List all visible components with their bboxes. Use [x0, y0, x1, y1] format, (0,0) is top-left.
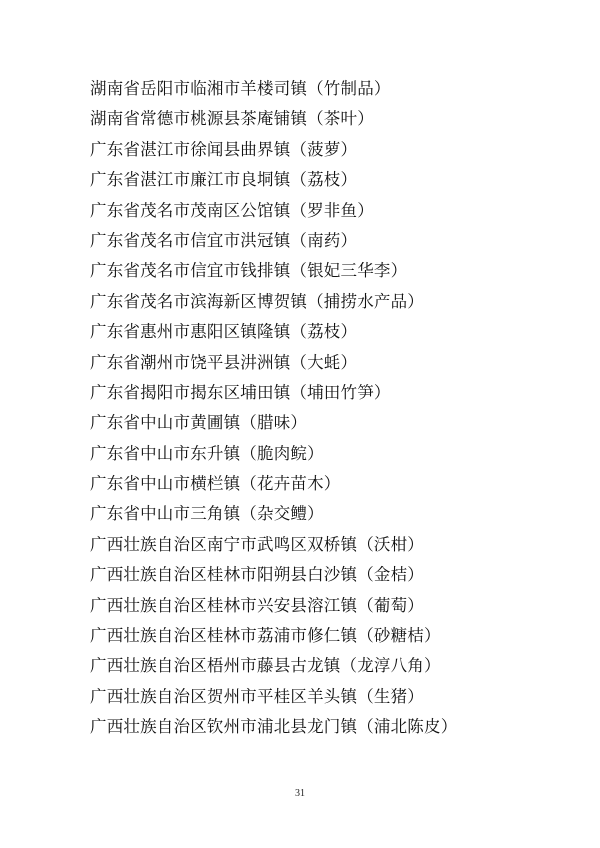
list-item: 广西壮族自治区桂林市荔浦市修仁镇（砂糖桔） — [90, 626, 441, 646]
list-item: 广西壮族自治区桂林市兴安县溶江镇（葡萄） — [90, 595, 424, 615]
list-item: 广东省湛江市廉江市良垌镇（荔枝） — [90, 170, 358, 190]
list-item: 广西壮族自治区南宁市武鸣区双桥镇（沃柑） — [90, 534, 424, 554]
list-item: 广东省茂名市信宜市钱排镇（银妃三华李） — [90, 261, 408, 281]
list-item: 广东省潮州市饶平县汫洲镇（大蚝） — [90, 352, 358, 372]
list-item: 湖南省常德市桃源县茶庵铺镇（茶叶） — [90, 109, 374, 129]
list-item: 广东省茂名市茂南区公馆镇（罗非鱼） — [90, 200, 374, 220]
list-item: 广西壮族自治区贺州市平桂区羊头镇（生猪） — [90, 686, 424, 706]
list-item: 广东省中山市东升镇（脆肉鲩） — [90, 443, 324, 463]
list-item: 广东省湛江市徐闻县曲界镇（菠萝） — [90, 139, 358, 159]
list-item: 广东省揭阳市揭东区埔田镇（埔田竹笋） — [90, 382, 391, 402]
town-list — [90, 74, 457, 743]
list-item: 广西壮族自治区桂林市阳朔县白沙镇（金桔） — [90, 565, 424, 585]
list-item: 广东省惠州市惠阳区镇隆镇（荔枝） — [90, 322, 358, 342]
page-number: 31 — [295, 788, 305, 799]
list-item: 广东省茂名市信宜市洪冠镇（南药） — [90, 230, 358, 250]
list-item: 广东省茂名市滨海新区博贺镇（捕捞水产品） — [90, 291, 424, 311]
list-item: 湖南省岳阳市临湘市羊楼司镇（竹制品） — [90, 79, 391, 98]
list-item: 广西壮族自治区钦州市浦北县龙门镇（浦北陈皮） — [90, 717, 458, 737]
list-item: 广东省中山市三角镇（杂交鳢） — [90, 504, 324, 524]
list-item: 广西壮族自治区梧州市藤县古龙镇（龙淳八角） — [90, 656, 441, 676]
list-item: 广东省中山市横栏镇（花卉苗木） — [90, 474, 341, 494]
list-item: 广东省中山市黄圃镇（腊味） — [90, 413, 308, 433]
